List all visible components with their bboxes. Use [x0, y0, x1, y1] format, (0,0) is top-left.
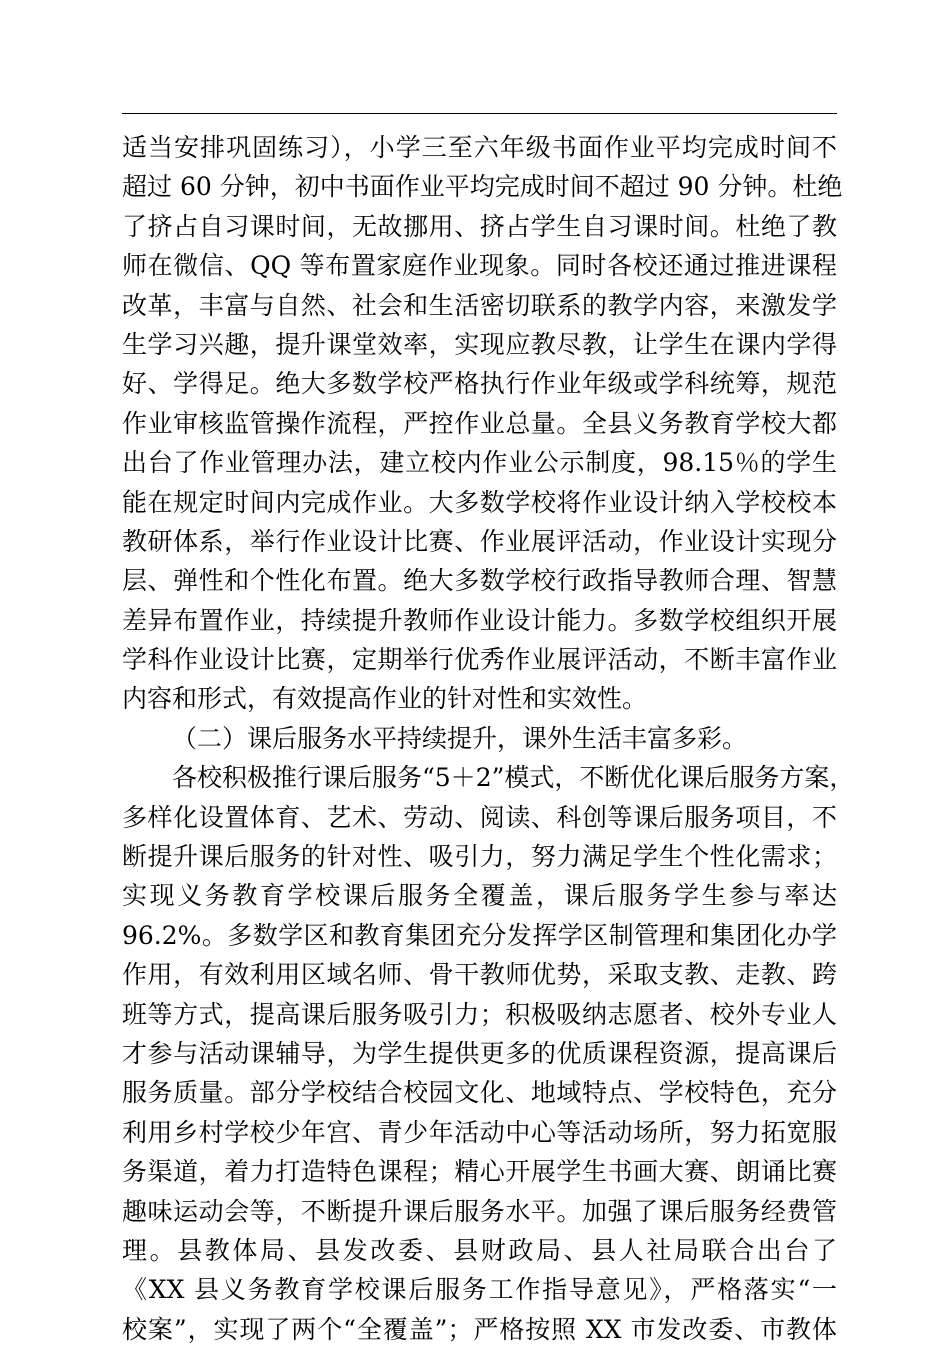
paragraph-line: 96.2%。多数学区和教育集团充分发挥学区制管理和集团化办学: [122, 920, 837, 950]
paragraph-line: 趣味运动会等，不断提升课后服务水平。加强了课后服务经费管: [122, 1196, 837, 1226]
paragraph-line: 多样化设置体育、艺术、劳动、阅读、科创等课后服务项目，不: [122, 802, 837, 832]
body-text: [122, 128, 855, 1349]
paragraph-line: 适当安排巩固练习），小学三至六年级书面作业平均完成时间不: [122, 133, 837, 162]
paragraph-line: 改革，丰富与自然、社会和生活密切联系的教学内容，来激发学: [122, 290, 837, 320]
paragraph-line: 出台了作业管理办法，建立校内作业公示制度，98.15％的学生: [122, 448, 837, 478]
paragraph-line: 学科作业设计比赛，定期举行优秀作业展评活动，不断丰富作业: [122, 645, 837, 675]
paragraph-line: 断提升课后服务的针对性、吸引力，努力满足学生个性化需求；: [122, 842, 837, 872]
header-rule: [122, 113, 837, 114]
paragraph-line: 差异布置作业，持续提升教师作业设计能力。多数学校组织开展: [122, 605, 837, 635]
paragraph-line: 能在规定时间内完成作业。大多数学校将作业设计纳入学校校本: [122, 487, 837, 517]
paragraph-line: 作用，有效利用区域名师、骨干教师优势，采取支教、走教、跨: [122, 960, 837, 990]
paragraph-line: 班等方式，提高课后服务吸引力；积极吸纳志愿者、校外专业人: [122, 999, 837, 1029]
section-heading: （二）课后服务水平持续提升，课外生活丰富多彩。: [172, 723, 748, 753]
paragraph-line: 内容和形式，有效提高作业的针对性和实效性。: [122, 684, 648, 714]
paragraph-line: 师在微信、QQ 等布置家庭作业现象。同时各校还通过推进课程: [122, 251, 837, 281]
paragraph-line: 校案”，实现了两个“全覆盖”；严格按照 XX 市发改委、市教体: [122, 1314, 837, 1344]
paragraph-line: 各校积极推行课后服务“5＋2”模式，不断优化课后服务方案，: [172, 763, 855, 793]
paragraph-line: 生学习兴趣，提升课堂效率，实现应教尽教，让学生在课内学得: [122, 329, 837, 359]
paragraph-line: 好、学得足。绝大多数学校严格执行作业年级或学科统筹，规范: [122, 369, 837, 399]
paragraph-line: 务渠道，着力打造特色课程；精心开展学生书画大赛、朗诵比赛: [122, 1157, 837, 1187]
paragraph-line: 实现义务教育学校课后服务全覆盖，课后服务学生参与率达: [122, 881, 837, 911]
paragraph-line: 了挤占自习课时间，无故挪用、挤占学生自习课时间。杜绝了教: [122, 211, 837, 241]
paragraph-line: 作业审核监管操作流程，严控作业总量。全县义务教育学校大都: [122, 408, 837, 438]
paragraph-line: 利用乡村学校少年宫、青少年活动中心等活动场所，努力拓宽服: [122, 1117, 837, 1147]
paragraph-line: 超过 60 分钟，初中书面作业平均完成时间不超过 90 分钟。杜绝: [122, 172, 843, 202]
paragraph-line: 教研体系，举行作业设计比赛、作业展评活动，作业设计实现分: [122, 526, 837, 556]
paragraph-line: 《XX 县义务教育学校课后服务工作指导意见》，严格落实“一: [122, 1275, 837, 1305]
paragraph-line: 层、弹性和个性化布置。绝大多数学校行政指导教师合理、智慧: [122, 566, 837, 596]
paragraph-line: 理。县教体局、县发改委、县财政局、县人社局联合出台了: [122, 1235, 837, 1265]
paragraph-line: 服务质量。部分学校结合校园文化、地域特点、学校特色，充分: [122, 1078, 837, 1108]
paragraph-line: 才参与活动课辅导，为学生提供更多的优质课程资源，提高课后: [122, 1038, 837, 1068]
